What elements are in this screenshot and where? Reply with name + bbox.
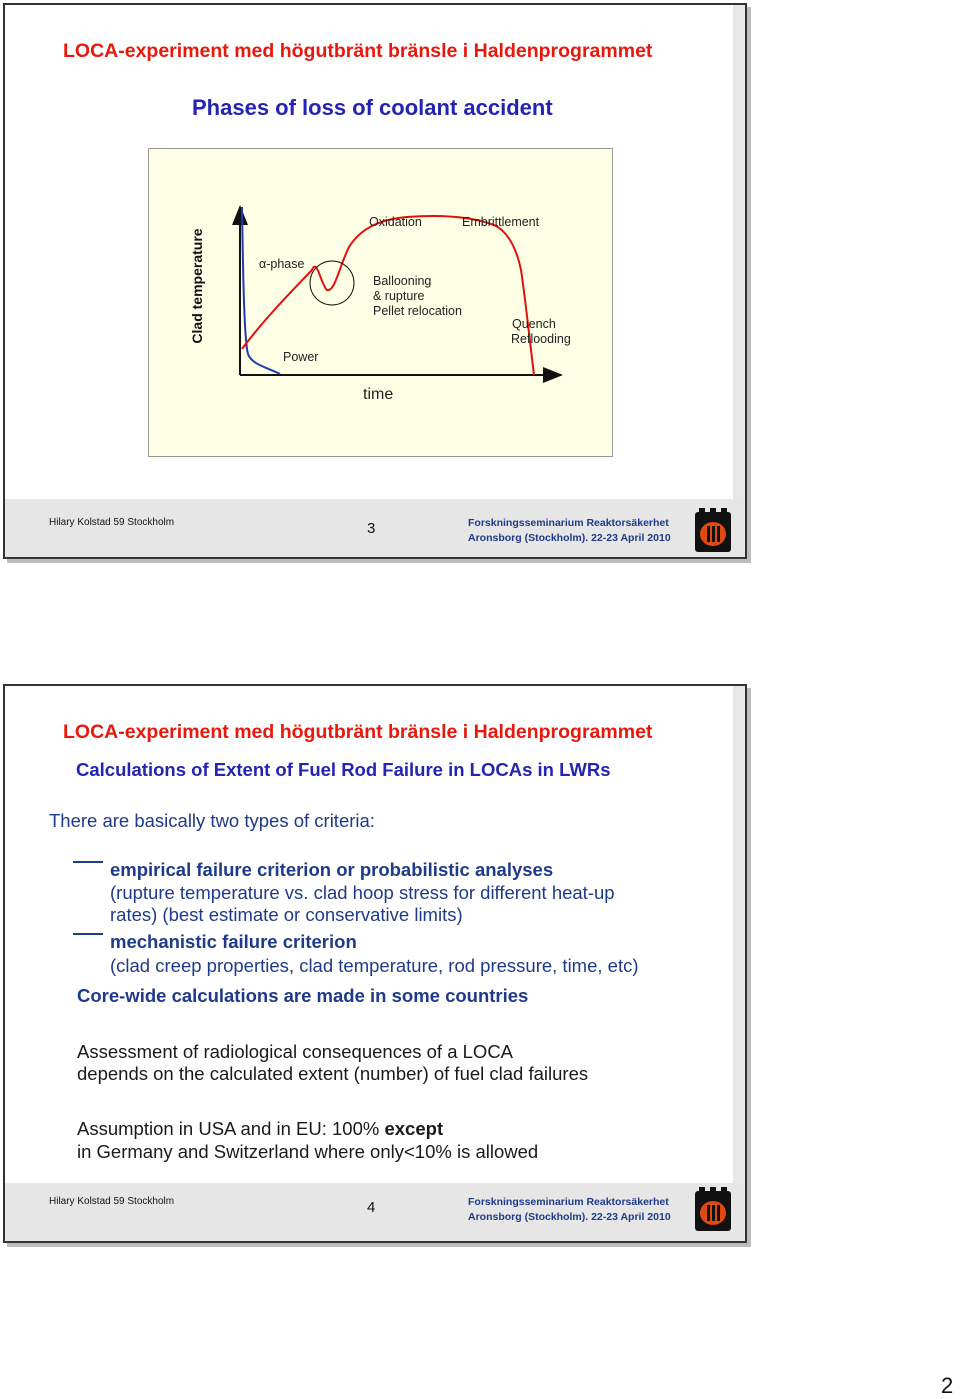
slide-3: [3, 3, 747, 559]
footer-event-line-1: Forskningsseminarium Reaktorsäkerhet: [468, 517, 669, 529]
criteria-intro: There are basically two types of criteria:: [49, 810, 375, 831]
power-curve: [242, 207, 280, 374]
assumption-line-1: [77, 1118, 443, 1140]
x-axis-label: time: [363, 386, 394, 403]
footer-event-line-1: Forskningsseminarium Reaktorsäkerhet: [468, 1196, 669, 1208]
criterion-2-title: mechanistic failure criterion: [110, 931, 357, 952]
criterion-2-detail-1: (clad creep properties, clad temperature, rod pressure, time, etc): [110, 955, 639, 976]
ballooning-label-2: & rupture: [373, 289, 425, 303]
criterion-1-detail-1: (rupture temperature vs. clad hoop stress for different heat-up: [110, 882, 615, 903]
footer-event: [468, 516, 671, 546]
ballooning-label-1: Ballooning: [373, 274, 432, 288]
criterion-1-detail-2: rates) (best estimate or conservative limits): [110, 904, 463, 925]
quench-label-1: Quench: [512, 317, 556, 331]
power-label: Power: [283, 350, 319, 364]
assumption-except: except: [384, 1118, 444, 1139]
ballooning-circle: [310, 261, 354, 305]
document-page-number: 2: [941, 1373, 954, 1398]
hrp-logo: [691, 508, 735, 556]
y-axis-label: Clad temperature: [189, 228, 205, 344]
assessment-line-2: depends on the calculated extent (number) of fuel clad failures: [77, 1063, 589, 1084]
slide-header: LOCA-experiment med högutbränt bränsle i Haldenprogrammet: [63, 721, 653, 743]
loca-phases-figure: [148, 148, 613, 457]
hrp-logo: [691, 1187, 735, 1235]
footer-event-line-2: Aronsborg (Stockholm). 22-23 April 2010: [468, 532, 671, 544]
slide-header: LOCA-experiment med högutbränt bränsle i Haldenprogrammet: [63, 40, 653, 62]
slide-side-shade: [733, 686, 745, 1241]
embrittlement-label: Embrittlement: [462, 215, 540, 229]
footer-page-number: 4: [367, 1199, 376, 1216]
quench-label-2: Reflooding: [511, 332, 571, 346]
bullet-dash: [73, 933, 103, 935]
slide-title: Calculations of Extent of Fuel Rod Failure in LOCAs in LWRs: [76, 759, 611, 780]
footer-author: Hilary Kolstad 59 Stockholm: [49, 1196, 175, 1207]
oxidation-label: Oxidation: [369, 215, 422, 229]
slide-4: [3, 684, 747, 1243]
criterion-1-title: empirical failure criterion or probabilistic analyses: [110, 859, 554, 880]
assumption-text: Assumption in USA and in EU: 100%: [77, 1118, 380, 1139]
assessment-line-1: Assessment of radiological consequences of a LOCA: [77, 1041, 514, 1062]
bullet-dash: [73, 861, 103, 863]
footer-author: Hilary Kolstad 59 Stockholm: [49, 517, 175, 528]
footer-event: [468, 1195, 671, 1225]
assumption-line-2: in Germany and Switzerland where only<10% is allowed: [77, 1141, 539, 1162]
slide-side-shade: [733, 5, 745, 557]
slide-title: Phases of loss of coolant accident: [192, 95, 553, 120]
footer-page-number: 3: [367, 520, 376, 537]
ballooning-label-3: Pellet relocation: [373, 304, 462, 318]
alpha-phase-label: α-phase: [259, 257, 305, 271]
core-wide-note: Core-wide calculations are made in some countries: [77, 985, 529, 1006]
footer-event-line-2: Aronsborg (Stockholm). 22-23 April 2010: [468, 1211, 671, 1223]
